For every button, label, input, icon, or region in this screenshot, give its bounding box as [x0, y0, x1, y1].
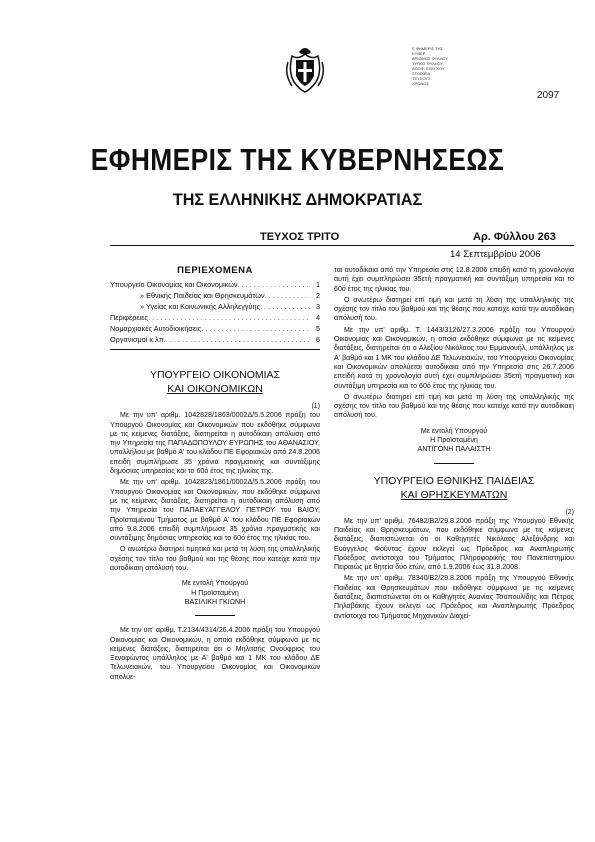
paragraph: Με την υπ' αριθμ. 1042828/1863/0002Δ/5.5.2006 πράξη του Υπουργού Οικονομίας και Οικονομικών που εκδόθηκε σύμφωνα με τις κείμενες διατάξεις, διατηρείται η αυτοδίκαιη απόλυση από την Υπηρεσία της ΠΑΠΑΔΟΠΟΥΛΟΥ ΕΥΡΩΠΗΣ του ΑΘΑΝΑΣΙΟΥ, υπαλλήλου με βαθμό Α' του κλάδου ΠΕ Εφοριακών από 24.8.2006 επειδή συμπλήρωσε 35 χρόνια πραγματικής και συντάξιμης δημόσιας υπηρεσίας και το 60ό έτος της ηλικίας της.	[110, 411, 320, 476]
paragraph: ται αυτοδίκαια από την Υπηρεσία στις 12.8.2006 επειδή κατά τη χρονολογία αυτή έχει συμπληρώσει 35ετή πραγματική και συντάξιμη υπηρεσία και το 60ό έτος της ηλικίας του.	[334, 266, 574, 293]
signature-block	[110, 579, 320, 607]
signature-name: ΑΝΤΙΓΟΝΗ ΠΑΛΑΙΣΤΗ	[417, 445, 491, 454]
header-rule	[110, 245, 574, 246]
tiny-line: ΑΠΟΦ. ΕΛΕΓΧΟΥ	[412, 66, 445, 71]
section-divider	[434, 463, 474, 464]
toc-row-number: 3	[315, 302, 320, 312]
toc-row-number: 2	[315, 291, 320, 301]
series-label: ΤΕΥΧΟΣ ΤΡΙΤΟ	[260, 231, 340, 243]
right-column	[334, 266, 574, 623]
toc-row-label: Περιφέρειες	[110, 313, 149, 323]
left-column	[110, 266, 320, 684]
tiny-line: ΧΡΟΝΟΣ	[412, 81, 429, 86]
page-number: 2097	[537, 90, 560, 101]
toc-row-label: » Εθνικής Παιδείας και Θρησκευμάτων	[140, 291, 265, 301]
tiny-line: Ε ΦΗΜΕΡΙΣ ΤΗΣ	[412, 46, 443, 51]
toc-row[interactable]	[110, 301, 320, 312]
gazette-subtitle: ΤΗΣ ΕΛΛΗΝΙΚΗΣ ΔΗΜΟΚΡΑΤΙΑΣ	[172, 190, 423, 209]
toc-row-label: » Υγείας και Κοινωνικής Αλληλεγγύης	[140, 302, 261, 312]
signature-line: Η Προϊσταμένη	[430, 436, 478, 445]
toc-leader	[201, 323, 310, 334]
signature-name: ΒΑΣΙΛΙΚΗ ΓΚΙΩΝΗ	[184, 597, 246, 606]
gazette-title: ΕΦΗΜΕΡΙΣ ΤΗΣ ΚΥΒΕΡΝΗΣΕΩΣ	[90, 142, 505, 177]
paragraph: Με την υπ' αριθμ. 76482/Β2/29.8.2006 πράξη της Υπουργού Εθνικής Παιδείας και Θρησκευμάτων, που εκδόθηκε σύμφωνα με τις κείμενες διατάξεις, διαπιστώνεται ότι οι Καθηγητές Νικόλαος Αλεξάνδρης και Ευάγγελος Φούντας έχουν εκλεγεί ως Πρόεδρος και Αναπληρωτής Πρόεδρος αντίστοιχα του Τμήματος Πληροφορικής του Πανεπιστημίου Πειραιώς με θητεία δύο ετών, από 1.9.2006 έως 31.8.2008.	[334, 516, 574, 572]
section-heading-line: ΚΑΙ ΘΡΗΣΚΕΥΜΑΤΩΝ	[400, 488, 508, 501]
section-heading-line: ΚΑΙ ΟΙΚΟΝΟΜΙΚΩΝ	[167, 383, 263, 396]
signature-line: Με εντολή Υπουργού	[181, 579, 249, 588]
toc-row[interactable]	[110, 323, 320, 334]
section-divider	[195, 615, 235, 616]
toc-row-number: 6	[315, 335, 320, 345]
tiny-line: ΑΡΙΘΜΟΣ ΦΥΛΛΟΥ	[412, 56, 448, 61]
toc-row-label: Υπουργείο Οικονομίας και Οικονομικών	[110, 280, 238, 290]
tiny-line: ΚΥΒΕΡ.	[412, 51, 426, 56]
tiny-line: ΤΕΥΧΟΥΣ	[412, 76, 431, 81]
signature-line: Με εντολή Υπουργού	[420, 426, 488, 435]
paragraph: Ο ανωτέρω διατηρεί τιμητικά και μετά τη λύση της υπαλληλικής σχέσης τον τίτλο του βαθμού και της θέσης που κατείχε κατά την αυτοδίκαιη απόλυσή του.	[110, 545, 320, 573]
toc-leader	[238, 279, 310, 290]
toc-row-number: 1	[315, 280, 320, 290]
section-heading-line: ΥΠΟΥΡΓΕΙΟ ΟΙΚΟΝΟΜΙΑΣ	[149, 369, 281, 382]
toc-leader	[148, 312, 310, 323]
toc-heading: ΠΕΡΙΕΧΟΜΕΝΑ	[177, 265, 253, 276]
signature-line: Η Προϊσταμένη	[191, 588, 239, 597]
signature-block	[334, 427, 574, 455]
coat-of-arms-icon	[284, 42, 326, 94]
issue-number: Αρ. Φύλλου 263	[473, 231, 556, 243]
toc-row-label: Οργανισμοί κ.λπ.	[110, 335, 166, 345]
toc-row[interactable]	[110, 290, 320, 301]
decision-number: (2)	[565, 508, 574, 516]
paragraph: Με την υπ' αριθμ. Τ.2134/4314/26.4.2006 πράξη του Υπουργού Οικονομίας και Οικονομικών, η οποία εκδόθηκε σύμφωνα με τις κείμενες διατάξεις, διατηρείται ότι ο Μηλιτσής Ονούφριος του Ξενοφώντος υπάλληλος με Α' βαθμό και 1 ΜΚ του κλάδου ΔΕ Τελωνειακών, του Υπουργείου Οικονομίας και Οικονομικών απολύε-	[110, 626, 320, 681]
paragraph: Με την υπ' αριθμ. Τ. 1443/3126/27.3.2006 πράξη του Υπουργού Οικονομίας και Οικονομικών, η οποία εκδόθηκε σύμφωνα με τις κείμενες διατάξεις, διατηρείται ότι ο Αλεξίου Νικόλαος του Εμμανουήλ, υπάλληλος με Α' βαθμό και 1 ΜΚ του κλάδου ΔΕ Τελωνειακών, του Υπουργείου Οικονομίας και Οικονομικών απολύεται αυτοδίκαια από την Υπηρεσία στις 26.7.2006 επειδή κατά τη χρονολογία αυτή έχει συμπληρώσει 35ετή πραγματική και συντάξιμη υπηρεσία και το 60ό έτος της ηλικίας του.	[334, 325, 574, 390]
tiny-line: ΤΥΠΟΣ ΦΥΛΛΟΥ	[412, 61, 444, 66]
toc-divider	[110, 349, 320, 350]
toc-row[interactable]	[110, 312, 320, 323]
toc-leader	[166, 334, 310, 345]
toc-leader	[260, 301, 310, 312]
paragraph: Ο ανωτέρω διατηρεί επί τιμή και μετά τη λύση της υπαλληλικής της σχέσης τον τίτλο του βαθμού και της θέσης που κατείχε κατά την αυτοδίκαιη απόλυσή του.	[334, 295, 574, 323]
header-tiny-text	[412, 46, 457, 86]
section-heading-education	[334, 474, 574, 502]
decision-number: (1)	[311, 403, 320, 411]
tiny-line: ΣΤΟΙΧΕΙΑ	[412, 71, 431, 76]
toc-row[interactable]	[110, 334, 320, 345]
section-heading-line: ΥΠΟΥΡΓΕΙΟ ΕΘΝΙΚΗΣ ΠΑΙΔΕΙΑΣ	[373, 474, 535, 487]
toc-row-label: Νομαρχιακές Αυτοδιοικήσεις	[110, 324, 202, 334]
toc-row-number: 5	[315, 324, 320, 334]
toc-leader	[265, 290, 310, 301]
section-heading-finance	[110, 368, 320, 396]
issue-date: 14 Σεπτεμβρίου 2006	[450, 249, 541, 260]
paragraph: Με την υπ' αριθμ. 78340/Β2/29.8.2006 πράξη της Υπουργού Εθνικής Παιδείας και Θρησκευμάτων που εκδόθηκε σύμφωνα με τις κείμενες διατάξεις, διαπιστώνεται ότι οι Καθηγητές Ανανίας Τσαπουλίδης και Πέτρος Πηλαβάκης έχουν εκλεγεί ως Πρόεδρος και Αναπληρωτής Πρόεδρος αντίστοιχα του Τμήματος Μηχανικών Διαχεί-	[334, 574, 574, 620]
toc-row[interactable]	[110, 279, 320, 290]
paragraph: Ο ανωτέρω διατηρεί επί τιμή και μετά τη λύση της υπαλληλικής της σχέσης τον τίτλο του βαθμού και της θέσης που κατείχε κατά την αυτοδίκαιη απόλυσή του.	[334, 392, 574, 420]
paragraph: Με την υπ' αριθμ. 1042823/1861/0002Δ/5.5.2006 πράξη του Υπουργού Οικονομίας και Οικονομικών, που εκδόθηκε σύμφωνα με τις κείμενες διατάξεις, διατηρείται η αυτοδίκαιη απόλυση από την Υπηρεσία του ΠΑΠΑΕΥΑΓΓΕΛΟΥ ΠΕΤΡΟΥ του ΒΑΙΟΥ, Προϊσταμένου Τμήματος με βαθμό Α' του κλάδου ΠΕ Εφοριακών από 9.8.2006 επειδή συμπλήρωσε 35 χρόνια πραγματικής και συντάξιμης δημόσιας υπηρεσίας και το 60ό έτος της ηλικίας του.	[110, 478, 320, 543]
toc-row-number: 4	[315, 313, 320, 323]
